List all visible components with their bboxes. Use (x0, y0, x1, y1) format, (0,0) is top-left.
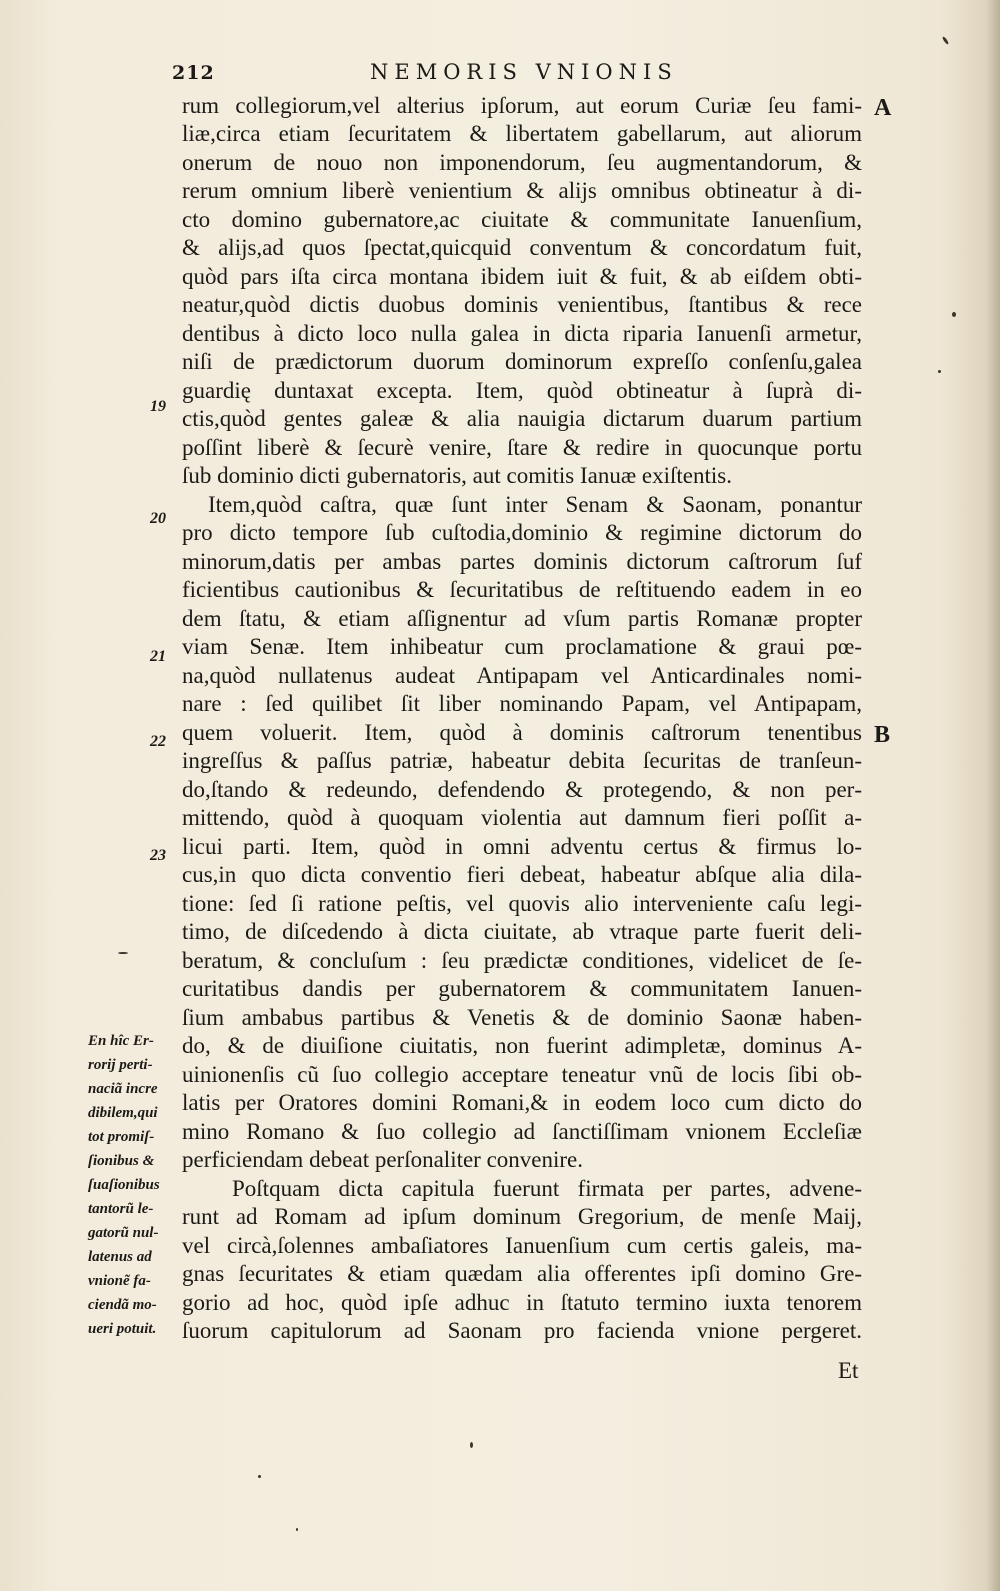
body-line: Poſtquam dicta capitula fuerunt firmata per partes, advene‑ (232, 1176, 862, 1201)
side-note-line: ſuaſionibus (88, 1177, 160, 1193)
body-line: niſi de prædictorum duorum dominorum expreſſo conſenſu,galea (182, 349, 862, 374)
body-line: dentibus à dicto loco nulla galea in dicta riparia Ianuenſi armetur, (182, 321, 862, 346)
body-line: mino Romano & ſuo collegio ad ſanctiſſimam vnionem Eccleſiæ (182, 1119, 862, 1144)
side-note-line: gatorũ nul‑ (88, 1225, 159, 1241)
body-line: vel circà,ſolennes ambaſiatores Ianuenſium cum certis galeis, ma‑ (182, 1233, 862, 1258)
body-line: poſſint liberè & ſecurè venire, ſtare & redire in quocunque portu (182, 435, 862, 460)
ink-speck (470, 1442, 473, 1448)
side-note-line: ueri potuit. (88, 1321, 157, 1337)
body-line: onerum de nouo non imponendorum, ſeu augmentandorum, & (182, 150, 862, 175)
ink-speck (118, 952, 128, 954)
body-line: latis per Oratores domini Romani,& in eodem loco cum dicto do (182, 1090, 862, 1115)
body-line: ſuorum capitulorum ad Saonam pro facienda vnione pergeret. (182, 1318, 862, 1343)
body-line: beratum, & concluſum : ſeu prædictæ conditiones, videlicet de ſe‑ (182, 948, 862, 973)
body-line: viam Senæ. Item inhibeatur cum proclamatione & graui pœ‑ (182, 634, 862, 659)
body-line: do, & de diuiſione ciuitatis, non fuerint adimpletæ, dominus A‑ (182, 1033, 862, 1058)
margin-letter-a: A (874, 95, 892, 121)
body-line: rerum omnium liberè venientium & alijs omnibus obtineatur à di‑ (182, 178, 862, 203)
body-line: do,ſtando & redeundo, defendendo & protegendo, & non per‑ (182, 777, 862, 802)
body-line: na,quòd nullatenus audeat Antipapam vel Anticardinales nomi‑ (182, 663, 862, 688)
body-line: curitatibus dandis per gubernatorem & communitatem Ianuen‑ (182, 976, 862, 1001)
side-note-line: naciã incre (88, 1081, 158, 1097)
side-note-line: tantorũ le‑ (88, 1201, 154, 1217)
page-edge-shadow (986, 0, 1000, 1591)
catchword: Et (838, 1358, 859, 1383)
ink-speck (296, 1528, 298, 1531)
running-head: NEMORIS VNIONIS (370, 60, 678, 84)
body-line: gorio ad hoc, quòd ipſe adhuc in ſtatuto termino iuxta tenorem (182, 1290, 862, 1315)
body-line: & alijs,ad quos ſpectat,quicquid conventum & concordatum fuit, (182, 235, 862, 260)
side-note-line: dibilem,qui (88, 1105, 158, 1121)
side-note-line: ciendã mo‑ (88, 1297, 157, 1313)
ink-speck (952, 312, 956, 317)
side-note-line: ſionibus & (88, 1153, 155, 1169)
margin-letter-b: B (874, 722, 891, 748)
body-line: ſub dominio dicti gubernatoris, aut comitis Ianuæ exiſtentis. (182, 463, 733, 488)
item-number-23: 23 (150, 847, 166, 864)
body-line: guardię duntaxat excepta. Item, quòd obtineatur à ſuprà di‑ (182, 378, 862, 403)
body-line: pro dicto tempore ſub cuſtodia,dominio & regimine dictorum do (182, 520, 862, 545)
body-line: Item,quòd caſtra, quæ ſunt inter Senam & Saonam, ponantur (208, 492, 862, 517)
body-line: gnas ſecuritates & etiam quædam alia offerentes ipſi domino Gre‑ (182, 1261, 862, 1286)
body-line: licui parti. Item, quòd in omni adventu certus & firmus lo‑ (182, 834, 862, 859)
body-line: ctis,quòd gentes galeæ & alia nauigia dictarum duarum partium (182, 406, 862, 431)
ink-speck (938, 370, 941, 373)
body-line: mittendo, quòd à quoquam violentia aut damnum fieri poſſit a‑ (182, 805, 862, 830)
body-line: cus,in quo dicta conventio fieri debeat, habeatur abſque alia dila‑ (182, 862, 862, 887)
body-line: ingreſſus & paſſus patriæ, habeatur debita ſecuritas de tranſeun‑ (182, 748, 862, 773)
side-note-line: latenus ad (88, 1249, 152, 1265)
body-line: nare : ſed quilibet ſit liber nominando Papam, vel Antipapam, (182, 691, 862, 716)
body-line: quem voluerit. Item, quòd à dominis caſtrorum tenentibus (182, 720, 862, 745)
body-line: perficiendam debeat perſonaliter convenire. (182, 1147, 584, 1172)
body-line: tione: ſed ſi ratione peſtis, vel quovis alio interveniente caſu legi‑ (182, 891, 862, 916)
body-line: timo, de diſcedendo à dicta ciuitate, ab vtraque parte fuerit deli‑ (182, 919, 862, 944)
side-note-line: rorij perti‑ (88, 1057, 153, 1073)
side-note-line: En hîc Er‑ (88, 1033, 154, 1049)
body-line: runt ad Romam ad ipſum dominum Gregorium, de menſe Maij, (182, 1204, 862, 1229)
side-note-line: vnionẽ fa‑ (88, 1273, 151, 1289)
body-line: minorum,datis per ambas partes dominis dictorum caſtrorum ſuf (182, 549, 862, 574)
body-line: quòd pars iſta circa montana ibidem iuit & fuit, & ab eiſdem obti‑ (182, 264, 862, 289)
item-number-19: 19 (150, 398, 166, 415)
item-number-22: 22 (150, 733, 166, 750)
item-number-21: 21 (150, 648, 166, 665)
body-line: uinionenſis cũ ſuo collegio acceptare teneatur vnũ de locis ſibi ob‑ (182, 1062, 862, 1087)
ink-speck (942, 36, 950, 45)
ink-speck (258, 1475, 261, 1478)
side-note-line: tot promiſ‑ (88, 1129, 155, 1145)
body-line: cto domino gubernatore,ac ciuitate & communitate Ianuenſium, (182, 207, 862, 232)
body-line: rum collegiorum,vel alterius ipſorum, aut eorum Curiæ ſeu fami‑ (182, 93, 862, 118)
body-line: neatur,quòd dictis duobus dominis venientibus, ſtantibus & rece (182, 292, 862, 317)
body-line: dem ſtatu, & etiam aſſignentur ad vſum partis Romanæ propter (182, 606, 862, 631)
body-line: liæ,circa etiam ſecuritatem & libertatem gabellarum, aut aliorum (182, 121, 862, 146)
item-number-20: 20 (150, 510, 166, 527)
page-number: 212 (172, 62, 215, 84)
body-line: ficientibus cautionibus & ſecuritatibus de reſtituendo eadem in eo (182, 577, 862, 602)
body-line: ſium ambabus partibus & Venetis & de dominio Saonæ haben‑ (182, 1005, 862, 1030)
